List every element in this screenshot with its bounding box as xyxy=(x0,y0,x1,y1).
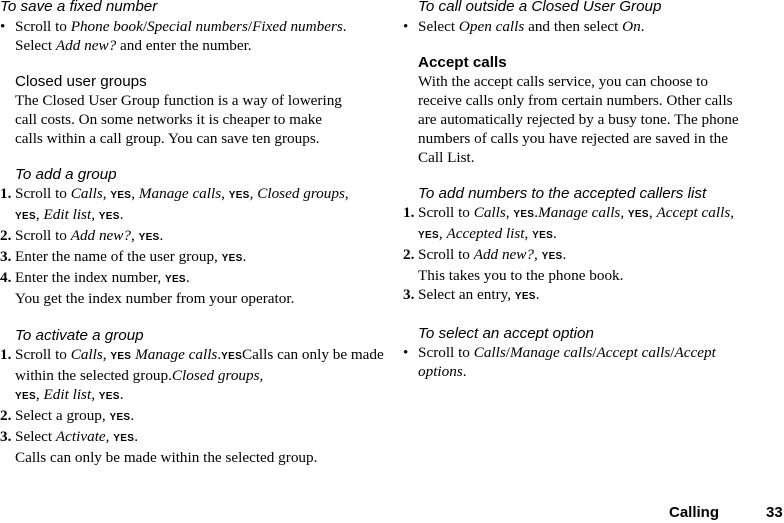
section-heading: Closed user groups xyxy=(15,73,147,90)
bullet-item: • Scroll to Calls/Manage calls/Accept calls/Accept options. xyxy=(403,344,716,380)
section-call-outside-group xyxy=(403,0,784,36)
step-item: 3. Enter the name of the user group, YES. xyxy=(0,248,247,265)
section-heading: To add a group xyxy=(15,166,117,183)
bullet-marker: • xyxy=(0,18,6,35)
step-number: 2. xyxy=(0,407,12,424)
yes-key: YES xyxy=(418,230,439,241)
step-item: 2. Select a group, YES. xyxy=(0,407,135,424)
step-number: 3. xyxy=(0,428,12,445)
step-item: 1. Scroll to Calls, YES.Manage calls, YES, Accept calls, YES, Accepted list, YES. xyxy=(403,204,735,242)
section-heading: Accept calls xyxy=(418,54,507,71)
step-number: 2. xyxy=(403,246,415,263)
step-number: 1. xyxy=(0,185,12,202)
step-item: 2. Scroll to Add new?, YES. This takes you to the phone book. xyxy=(403,246,624,284)
yes-key: YES xyxy=(513,209,535,220)
yes-key: YES xyxy=(98,391,120,402)
section-activate-group xyxy=(0,327,392,467)
yes-key: YES xyxy=(228,190,250,201)
right-column xyxy=(403,0,784,381)
yes-key: YES xyxy=(98,211,120,222)
body-line: call costs. On some networks it is cheaper to make xyxy=(15,111,323,128)
section-heading: To activate a group xyxy=(15,327,144,344)
step-number: 1. xyxy=(0,346,12,363)
body-line: calls within a call group. You can save ten groups. xyxy=(15,130,320,147)
step-item: 2. Scroll to Add new?, YES. xyxy=(0,227,164,244)
bullet-item: • Scroll to Phone book/Special numbers/Fixed numbers. Select Add new? and enter the number. xyxy=(0,18,347,54)
yes-key: YES xyxy=(627,209,649,220)
yes-key: YES xyxy=(164,274,186,285)
step-item: 3. Select Activate, YES. Calls can only be made within the selected group. xyxy=(0,428,318,466)
step-number: 4. xyxy=(0,269,12,286)
yes-key: YES xyxy=(15,391,36,402)
section-heading: To select an accept option xyxy=(418,325,594,342)
step-item: 4. Enter the index number, YES. You get the index number from your operator. xyxy=(0,269,295,307)
section-closed-user-groups xyxy=(0,73,392,148)
yes-key: YES xyxy=(532,230,554,241)
bullet-marker: • xyxy=(403,344,409,361)
bullet-marker: • xyxy=(403,18,409,35)
yes-key: YES xyxy=(514,291,536,302)
body-line: With the accept calls service, you can choose to xyxy=(418,73,708,90)
yes-key: YES xyxy=(109,412,131,423)
section-heading: To call outside a Closed User Group xyxy=(418,0,662,15)
yes-key: YES xyxy=(15,211,36,222)
step-number: 3. xyxy=(0,248,12,265)
step-number: 1. xyxy=(403,204,415,221)
body-line: receive calls only from certain numbers. Other calls xyxy=(418,92,733,109)
bullet-item: • Select Open calls and then select On. xyxy=(403,18,645,35)
body-line: Call List. xyxy=(418,149,475,166)
step-number: 2. xyxy=(0,227,12,244)
body-line: numbers of calls you have rejected are saved in the xyxy=(418,130,728,147)
yes-key: YES xyxy=(221,351,243,362)
section-heading: To add numbers to the accepted callers list xyxy=(418,185,707,202)
step-item: 3. Select an entry, YES. xyxy=(403,286,540,303)
section-accept-calls xyxy=(403,54,784,167)
yes-key: YES xyxy=(110,351,132,362)
section-save-fixed-number xyxy=(0,0,392,55)
yes-key: YES xyxy=(138,232,160,243)
left-column xyxy=(0,0,392,467)
step-item: 1. Scroll to Calls, YES Manage calls.YESCalls can only be made within the selected group.Closed groups, YES, Edit list, YES. xyxy=(0,346,384,403)
footer-chapter-title: Calling xyxy=(669,504,720,521)
yes-key: YES xyxy=(110,190,132,201)
yes-key: YES xyxy=(221,253,243,264)
section-add-accepted-callers xyxy=(403,185,784,306)
section-select-accept-option xyxy=(403,325,784,381)
yes-key: YES xyxy=(113,433,135,444)
section-heading: To save a fixed number xyxy=(0,0,158,15)
step-item: 1. Scroll to Calls, YES, Manage calls, YES, Closed groups, YES, Edit list, YES. xyxy=(0,185,349,223)
yes-key: YES xyxy=(541,251,563,262)
footer-page-number: 33 xyxy=(766,504,783,521)
step-number: 3. xyxy=(403,286,415,303)
body-line: are automatically rejected by a busy tone. The phone xyxy=(418,111,739,128)
body-line: The Closed User Group function is a way of lowering xyxy=(15,92,342,109)
section-add-group xyxy=(0,166,392,308)
